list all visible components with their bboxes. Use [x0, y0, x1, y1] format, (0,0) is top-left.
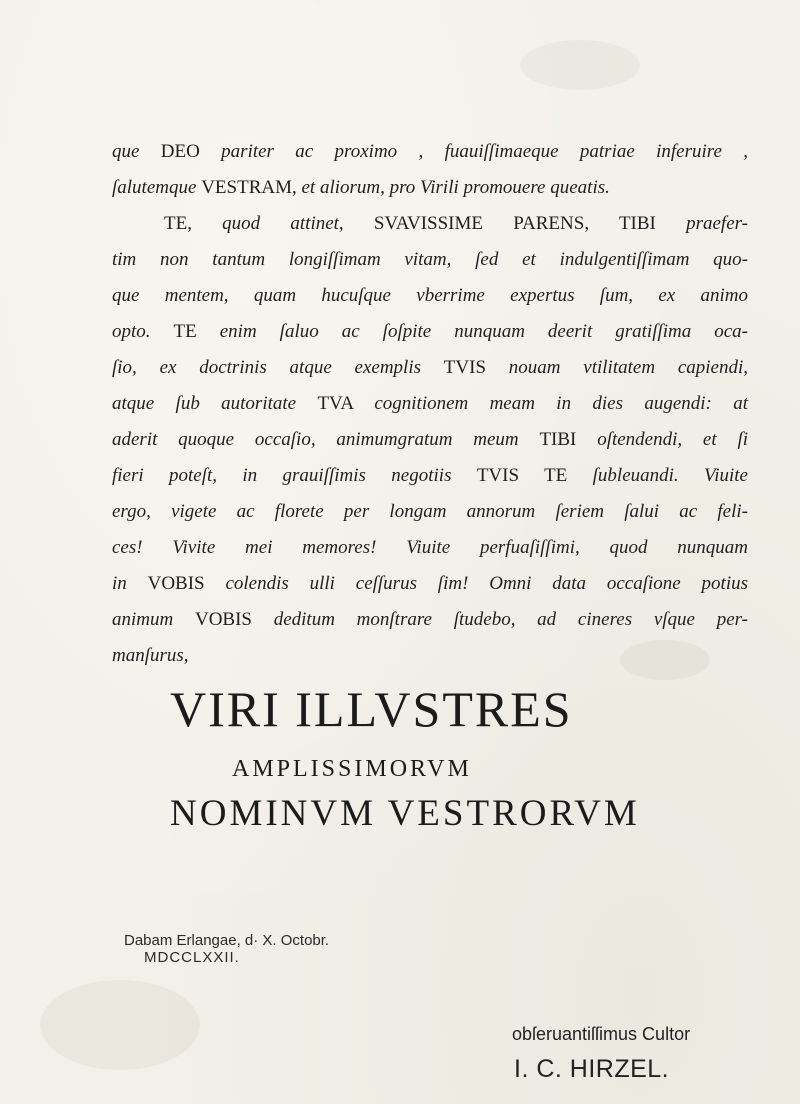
text-segment: fieri poteſt, in grauiſſimis negotiis [112, 465, 477, 486]
heading-viri-illvstres: VIRI ILLVSTRES [170, 681, 573, 737]
text-segment: ces! Vivite mei memores! Viuite perfuaſiſſimi, quod nunquam [112, 537, 748, 558]
text-segment: TE [173, 321, 220, 342]
signature-title: obſeruantiſſimus Cultor [512, 1024, 691, 1044]
text-line [112, 206, 748, 242]
text-segment: TIBI [539, 429, 598, 450]
text-segment: cognitionem meam in dies augendi: at [374, 393, 748, 414]
text-segment: que [112, 141, 161, 162]
latin-dedication-text [112, 134, 748, 674]
text-line [112, 638, 748, 674]
text-segment: oſtendendi, et ſi [597, 429, 748, 450]
text-segment: tim non tantum longiſſimam vitam, ſed et indulgentiſſimam quo- [112, 249, 748, 270]
text-line [112, 530, 748, 566]
text-segment: SVAVISSIME PARENS, TIBI [373, 213, 687, 234]
text-line [112, 386, 748, 422]
text-segment: praefer- [686, 213, 748, 234]
text-segment: opto. [112, 321, 174, 342]
text-line [112, 278, 748, 314]
text-line [112, 170, 748, 206]
text-segment: quod attinet, [222, 213, 374, 234]
text-line [112, 566, 748, 602]
text-segment: deditum monſtrare ſtudebo, ad cineres vſque per- [273, 609, 748, 630]
paper-stain [520, 40, 640, 90]
heading-nominvm-vestrorvm: NOMINVM VESTRORVM [170, 793, 640, 834]
signature-block [512, 1024, 690, 1084]
heading-amplissimorvm: AMPLISSIMORVM [232, 756, 472, 782]
text-segment: nouam vtilitatem capiendi, [508, 357, 748, 378]
text-segment: in [112, 573, 148, 594]
text-line [112, 494, 748, 530]
paper-stain [40, 980, 200, 1070]
text-segment: ſubleuandi. Viuite [592, 465, 748, 486]
text-segment: et aliorum, pro Virili promouere queatis. [301, 177, 610, 198]
text-segment: VESTRAM, [201, 177, 302, 198]
text-segment: ſio, ex doctrinis atque exemplis [112, 357, 444, 378]
text-segment: manſurus, [112, 645, 189, 666]
text-segment: pariter ac proximo , fuauiſſimaeque patriae inferuire , [221, 141, 748, 162]
text-line [112, 422, 748, 458]
text-line [112, 458, 748, 494]
text-line [112, 134, 748, 170]
dateline-year: MDCCLXXII. [144, 949, 240, 966]
dateline-place: Dabam Erlangae, d· X. Octobr. [124, 932, 330, 949]
text-segment: TVA [317, 393, 375, 414]
text-segment: atque ſub autoritate [112, 393, 318, 414]
text-line [112, 242, 748, 278]
text-segment: enim ſaluo ac ſoſpite nunquam deerit gratiſſima oca- [219, 321, 749, 342]
text-segment: aderit quoque occaſio, animumgratum meum [112, 429, 540, 450]
text-segment: ſalutemque [112, 177, 202, 198]
text-segment: TVIS [443, 357, 509, 378]
signature-name: I. C. HIRZEL. [514, 1055, 670, 1083]
text-segment: TE, [164, 213, 223, 234]
text-line [112, 350, 748, 386]
text-line [112, 314, 748, 350]
text-segment: animum [112, 609, 195, 630]
text-segment: TVIS TE [476, 465, 593, 486]
text-line [112, 602, 748, 638]
text-segment: VOBIS [147, 573, 226, 594]
text-segment: ergo, vigete ac florete per longam annorum ſeriem ſalui ac feli- [112, 501, 748, 522]
dateline [124, 932, 329, 966]
text-segment: DEO [160, 141, 222, 162]
text-segment: colendis ulli ceſſurus ſim! Omni data occaſione potius [225, 573, 749, 594]
text-segment: VOBIS [194, 609, 274, 630]
text-segment: que mentem, quam hucuſque vberrime expertus ſum, ex animo [112, 285, 748, 306]
